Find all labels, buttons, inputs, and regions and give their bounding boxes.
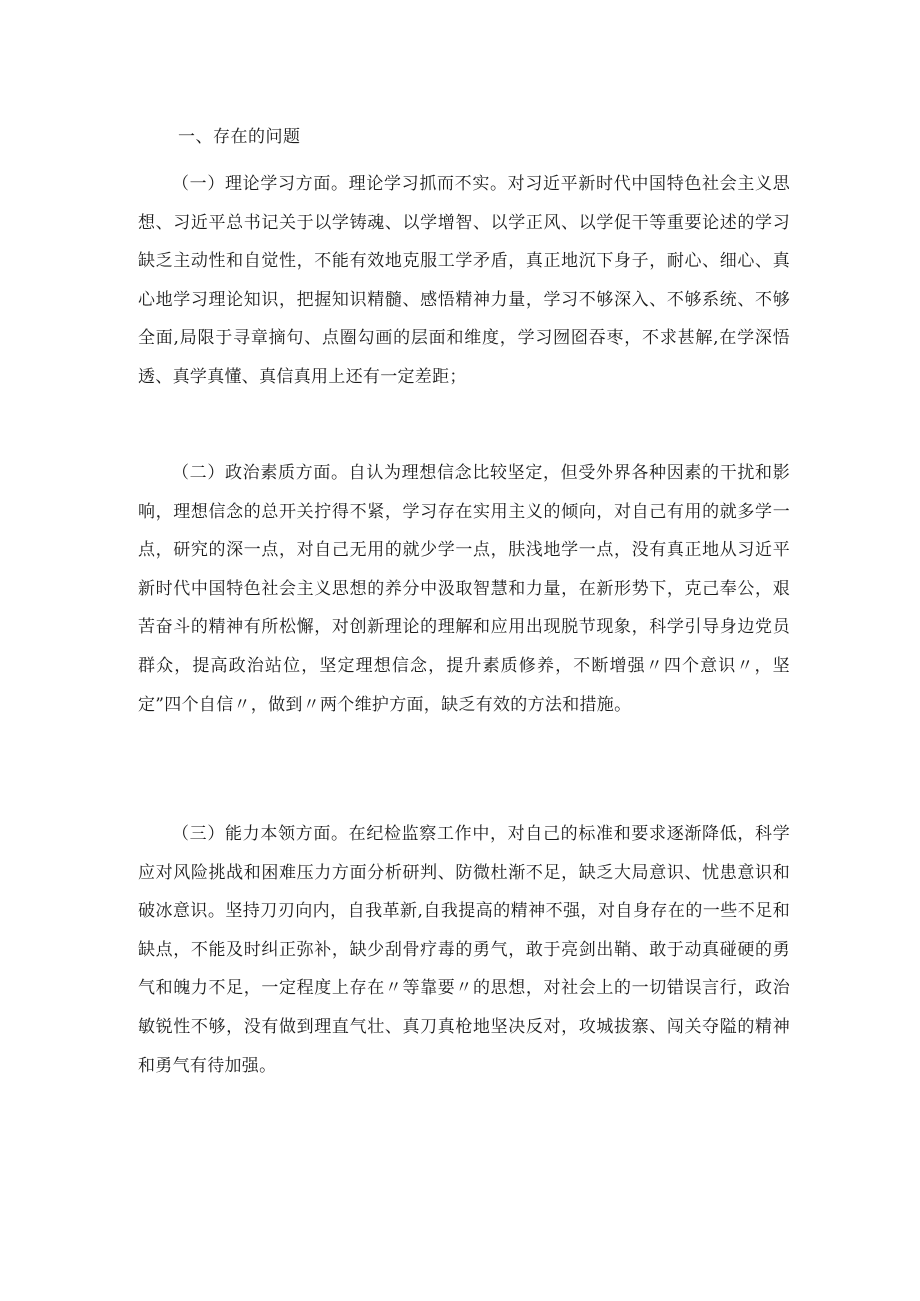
section-heading: 一、存在的问题	[178, 127, 301, 147]
paragraph-ability-skills: （三）能力本领方面。在纪检监察工作中，对自己的标准和要求逐渐降低，科学应对风险挑战和困难压力方面分析研判、防微杜渐不足，缺乏大局意识、忧患意识和破冰意识。坚持刀刃向内，自我革新,自我提高的精神不强，对自身存在的一些不足和缺点，不能及时纠正弥补，缺少刮骨疗毒的勇气，敢于亮剑出鞘、敢于动真碰硬的勇气和魄力不足，一定程度上存在〃等靠要〃的思想，对社会上的一切错误言行，政治敏锐性不够，没有做到理直气壮、真刀真枪地坚决反对，攻城拔寨、闯关夺隘的精神和勇气有待加强。	[138, 824, 790, 1076]
paragraph-theory-study: （一）理论学习方面。理论学习抓而不实。对习近平新时代中国特色社会主义思想、习近平总书记关于以学铸魂、以学增智、以学正风、以学促干等重要论述的学习缺乏主动性和自觉性，不能有效地克服工学矛盾，真正地沉下身子，耐心、细心、真心地学习理论知识，把握知识精髓、感悟精神力量，学习不够深入、不够系统、不够全面,局限于寻章摘句、点圈勾画的层面和维度，学习囫囵吞枣，不求甚解,在学深悟透、真学真懂、真信真用上还有一定差距；	[138, 174, 790, 387]
paragraph-political-quality: （二）政治素质方面。自认为理想信念比较坚定，但受外界各种因素的干扰和影响，理想信念的总开关拧得不紧，学习存在实用主义的倾向，对自己有用的就多学一点，研究的深一点，对自己无用的就少学一点，肤浅地学一点，没有真正地从习近平新时代中国特色社会主义思想的养分中汲取智慧和力量，在新形势下，克己奉公，艰苦奋斗的精神有所松懈，对创新理论的理解和应用出现脱节现象，科学引导身边党员群众，提高政治站位，坚定理想信念，提升素质修养，不断增强〃四个意识〃，坚定”四个自信〃，做到〃两个维护方面，缺乏有效的方法和措施。	[138, 463, 790, 715]
